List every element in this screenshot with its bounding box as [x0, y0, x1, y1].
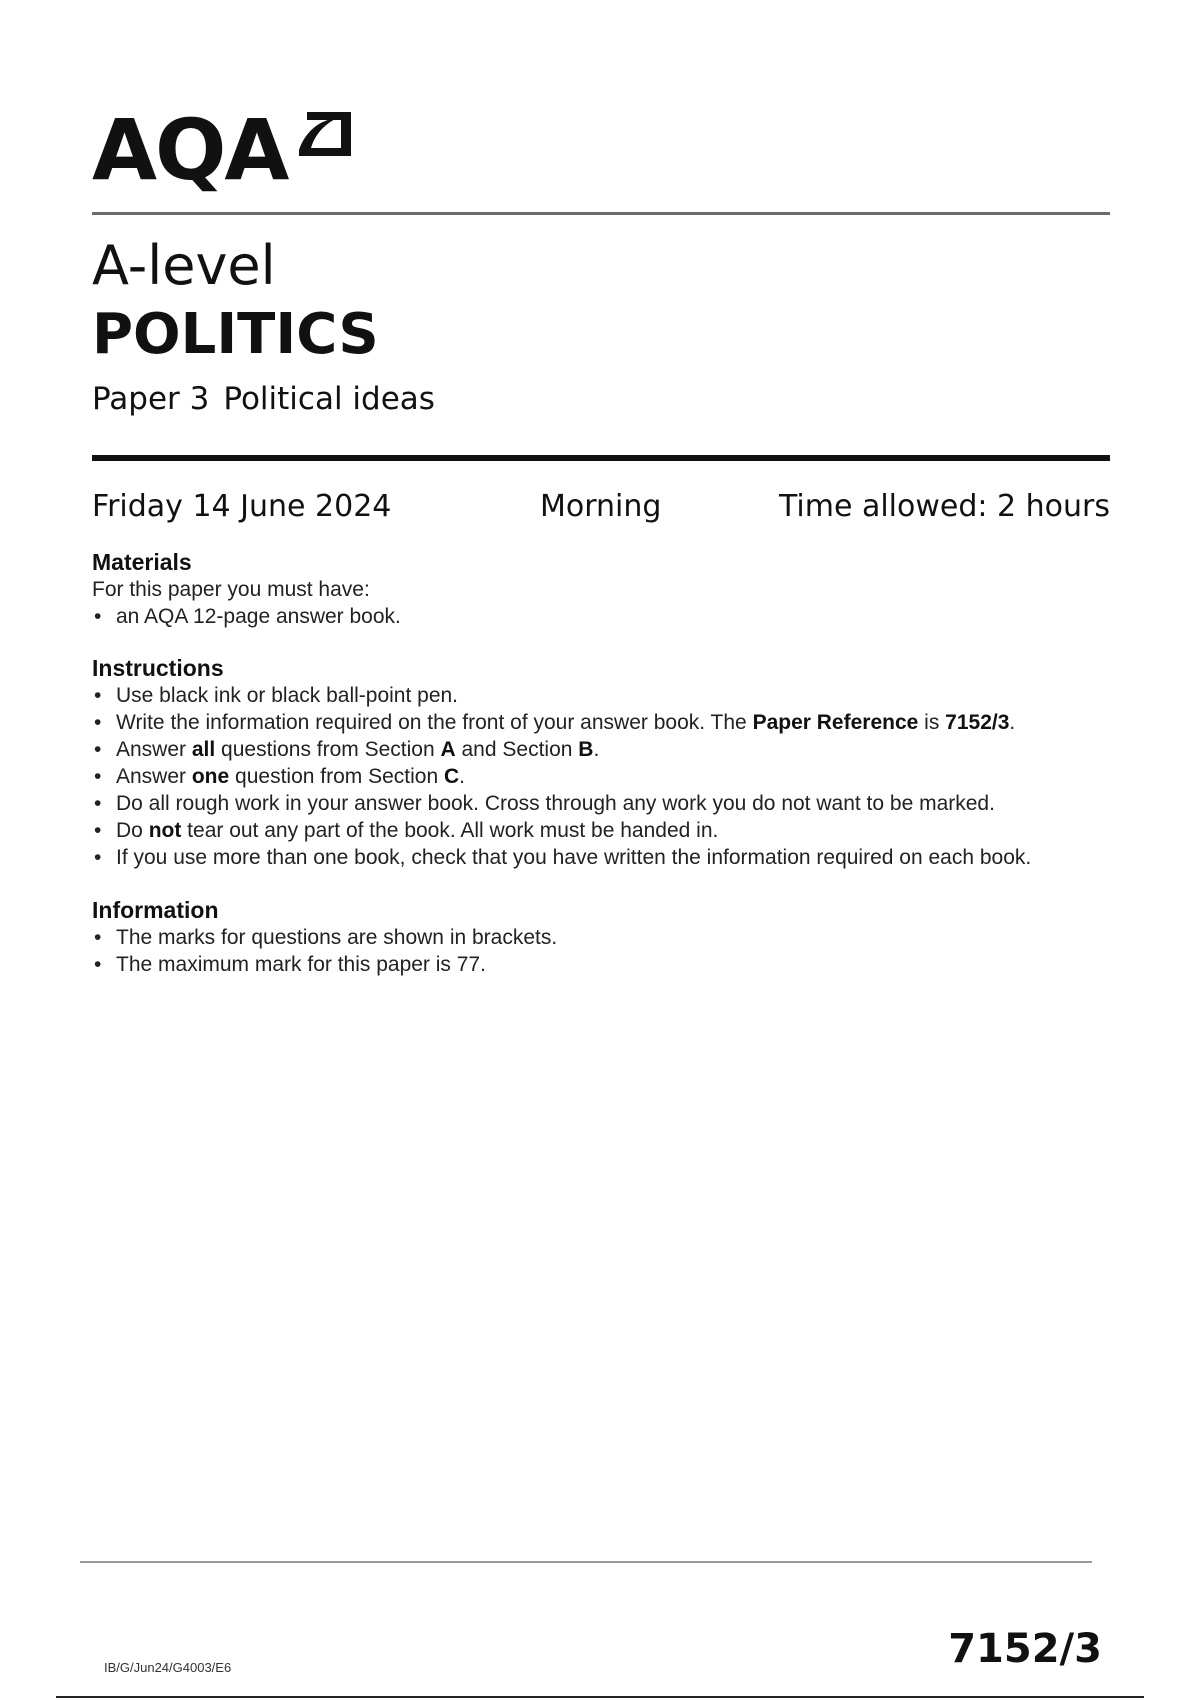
information-list	[92, 924, 1110, 978]
exam-date: Friday 14 June 2024	[92, 489, 392, 524]
header-rule	[92, 212, 1110, 215]
title-divider	[92, 455, 1110, 461]
materials-section	[92, 548, 1110, 630]
list-item: • Answer one question from Section C.	[92, 763, 1110, 790]
qualification-level: A-level	[92, 234, 276, 297]
list-item: • Answer all questions from Section A and Section B.	[92, 736, 1110, 763]
paper-heading	[92, 380, 435, 418]
list-item: • If you use more than one book, check that you have written the information required on each book.	[92, 844, 1110, 871]
materials-intro: For this paper you must have:	[92, 578, 370, 601]
paper-number: Paper 3	[92, 381, 210, 417]
footer-rule	[80, 1561, 1092, 1563]
time-allowed: Time allowed: 2 hours	[778, 489, 1110, 524]
subject-title: POLITICS	[92, 302, 379, 367]
information-heading: Information	[92, 897, 219, 923]
materials-heading: Materials	[92, 549, 192, 575]
exam-session: Morning	[540, 489, 662, 524]
instructions-list	[92, 682, 1110, 871]
instructions-heading: Instructions	[92, 655, 224, 681]
aqa-leaf-icon	[295, 110, 353, 170]
logo-text: AQA	[92, 101, 288, 199]
list-item: • The maximum mark for this paper is 77.	[92, 951, 1110, 978]
list-item: • Use black ink or black ball-point pen.	[92, 682, 1110, 709]
page-bottom-rule	[56, 1696, 1144, 1698]
exam-details-row	[92, 487, 1110, 527]
list-item: • The marks for questions are shown in brackets.	[92, 924, 1110, 951]
paper-code: 7152/3	[948, 1626, 1102, 1672]
paper-title: Political ideas	[223, 381, 435, 417]
list-item: • Do not tear out any part of the book. All work must be handed in.	[92, 817, 1110, 844]
materials-list	[92, 603, 1110, 630]
list-item: • Write the information required on the front of your answer book. The Paper Reference is 7152/3.	[92, 709, 1110, 736]
instructions-section	[92, 654, 1110, 871]
list-item: • an AQA 12-page answer book.	[92, 603, 1110, 630]
aqa-logo	[92, 101, 353, 199]
information-section	[92, 896, 1110, 978]
list-item: • Do all rough work in your answer book. Cross through any work you do not want to be marked.	[92, 790, 1110, 817]
job-reference: IB/G/Jun24/G4003/E6	[104, 1660, 232, 1675]
